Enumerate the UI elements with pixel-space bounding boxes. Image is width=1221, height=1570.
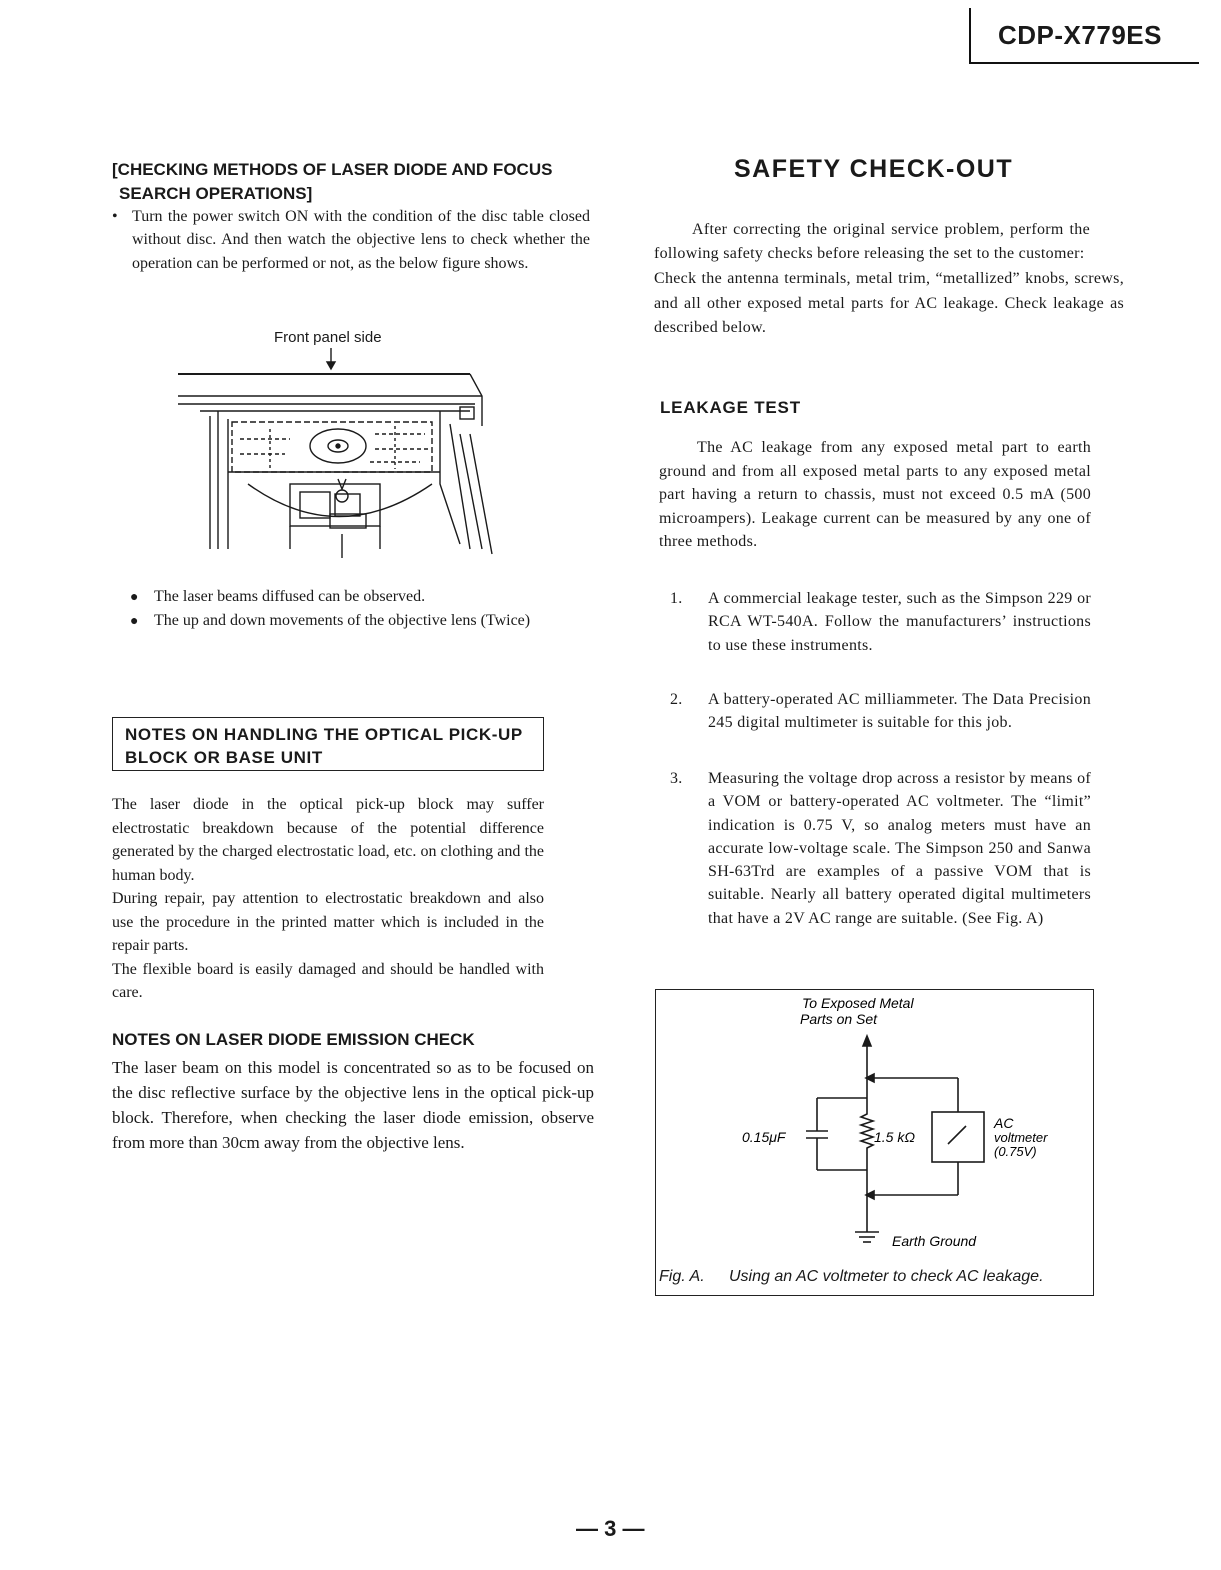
figure-caption-front-panel: Front panel side (274, 329, 382, 346)
observation-text: The up and down movements of the objective lens (Twice) (154, 612, 531, 629)
bullet-icon: • (112, 208, 118, 225)
label-meter-3: (0.75V) (994, 1144, 1037, 1159)
method-number: 1. (670, 590, 683, 607)
safety-title: SAFETY CHECK-OUT (734, 155, 1014, 183)
handling-paragraph: During repair, pay attention to electrostatic breakdown and also use the procedure in the printed matter which is included in the repair parts. (112, 890, 544, 954)
header-rule-vertical (969, 8, 971, 64)
safety-intro-p1: After correcting the original service problem, perform the following safety checks before releasing the set to the customer: (654, 221, 1090, 262)
bullet-icon: ● (130, 590, 139, 605)
observation-item (130, 588, 600, 606)
leakage-heading: LEAKAGE TEST (660, 398, 801, 417)
handling-paragraph: The laser diode in the optical pick-up block may suffer electrostatic breakdown because of the potential difference generated by the charged electrostatic load, etc. on clothing and the human body. (112, 796, 544, 884)
header-rule-horizontal (969, 62, 1199, 64)
leakage-circuit-diagram (656, 990, 1093, 1295)
safety-intro (654, 218, 1124, 341)
label-resistor: 1.5 kΩ (874, 1129, 916, 1145)
method-number: 3. (670, 770, 683, 787)
label-earth-ground: Earth Ground (892, 1233, 977, 1249)
leakage-body: The AC leakage from any exposed metal part to earth ground and from all exposed metal parts to any exposed metal part having a return to chassis, must not exceed 0.5 mA (500 microampers). Leakage current can be measured by any one of three methods. (659, 439, 1091, 550)
laser-check-instruction-text: Turn the power switch ON with the condition of the disc table closed without disc. And then watch the objective lens to check whether the operation can be performed or not, as the below figure shows. (132, 208, 590, 272)
laser-check-heading-line1: [CHECKING METHODS OF LASER DIODE AND FOCUS (112, 160, 553, 179)
laser-check-heading (112, 158, 602, 206)
label-meter-1: AC (994, 1115, 1014, 1131)
method-text: A battery-operated AC milliammeter. The Data Precision 245 digital multimeter is suitable for this job. (708, 691, 1091, 732)
observation-item (130, 612, 600, 630)
method-item (670, 688, 1091, 735)
label-exposed-metal-1: To Exposed Metal (802, 995, 914, 1011)
figure-a-caption-label: Fig. A. (659, 1268, 705, 1285)
label-capacitor: 0.15μF (742, 1129, 786, 1145)
method-number: 2. (670, 691, 683, 708)
observation-text: The laser beams diffused can be observed. (154, 588, 426, 605)
laser-check-heading-line2: SEARCH OPERATIONS] (119, 184, 313, 203)
label-exposed-metal-2: Parts on Set (800, 1011, 878, 1027)
figure-a-caption-text: Using an AC voltmeter to check AC leakage. (729, 1268, 1044, 1285)
model-number: CDP-X779ES (998, 20, 1162, 50)
label-meter-2: voltmeter (994, 1130, 1048, 1145)
method-text: A commercial leakage tester, such as the Simpson 229 or RCA WT-540A. Follow the manufacturers’ instructions to use these instruments. (708, 590, 1091, 654)
notes-handling-title: NOTES ON HANDLING THE OPTICAL PICK-UP BLOCK OR BASE UNIT (125, 725, 523, 767)
method-item (670, 767, 1091, 930)
method-item (670, 587, 1091, 657)
figure-a (655, 989, 1094, 1296)
safety-intro-p2: Check the antenna terminals, metal trim, “metallized” knobs, screws, and all other exposed metal parts for AC leakage. Check leakage as described below. (654, 270, 1124, 336)
page-number: — 3 — (576, 1516, 645, 1541)
laser-check-instruction (112, 205, 590, 275)
bullet-icon: ● (130, 614, 139, 629)
disc-tray-figure (170, 344, 510, 559)
figure-a-caption (659, 1268, 1089, 1286)
notes-handling-box (112, 717, 544, 771)
handling-paragraph: The flexible board is easily damaged and should be handled with care. (112, 960, 544, 1001)
emission-body: The laser beam on this model is concentrated so as to be focused on the disc reflective surface by the objective lens in the optical pick-up block. Therefore, when checking the laser diode emission, observe from more than 30cm away from the objective lens. (112, 1058, 594, 1152)
handling-text (112, 793, 544, 1005)
method-text: Measuring the voltage drop across a resistor by means of a VOM or battery-operated AC voltmeter. The “limit” indication is 0.75 V, so analog meters must have an accurate low-voltage scale. The Simpson 250 and Sanwa SH-63Trd are examples of a passive VOM that is suitable. Nearly all battery operated digital multimeters that have a 2V AC range are suitable. (See Fig. A) (708, 770, 1091, 927)
emission-heading: NOTES ON LASER DIODE EMISSION CHECK (112, 1030, 475, 1049)
